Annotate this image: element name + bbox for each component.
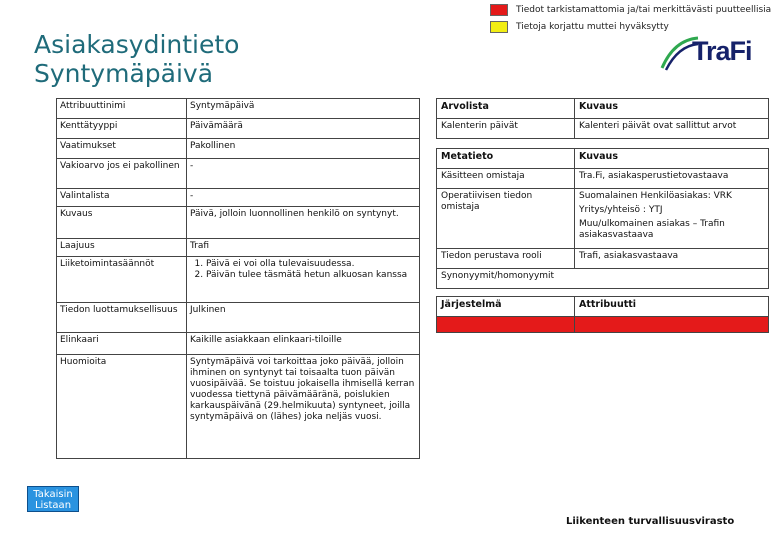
attr-label: Huomioita <box>57 355 187 459</box>
attr-value <box>187 257 420 303</box>
kuvaus-header: Kuvaus <box>575 149 769 169</box>
legend-red <box>490 3 771 17</box>
business-rule: 1. Päivä ei voi olla tulevaisuudessa. <box>206 259 416 270</box>
unverified-cell <box>575 317 769 333</box>
legend-yellow-swatch <box>490 21 508 33</box>
owner-line: Yritys/yhteisö : YTJ <box>579 205 663 215</box>
attr-label: Laajuus <box>57 239 187 257</box>
trafi-logo <box>660 34 770 74</box>
arvolista-desc: Kalenteri päivät ovat sallittut arvot <box>575 119 769 139</box>
owner-line: Suomalainen Henkilöasiakas: VRK <box>579 191 732 201</box>
table-row <box>57 257 420 303</box>
meta-label: Käsitteen omistaja <box>437 169 575 189</box>
attr-value: Syntymäpäivä voi tarkoittaa joko päivää, jolloin ihminen on syntynyt tai toisaalta tuon päivän vuosipäivää. Se toistuu jokaisella ihmisellä kerran vuodessa tiettynä päivämääränä, poislukien karkauspäivänä (29.helmikuuta) syntyneet, joilla syntymäpäivä on (lähes) joka neljäs vuosi. <box>187 355 420 459</box>
page-title-line1: Asiakasydintieto <box>34 30 240 59</box>
business-rule: 2. Päivän tulee täsmätä hetun alkuosan kanssa <box>206 270 416 281</box>
table-row <box>437 297 769 317</box>
table-row <box>57 239 420 257</box>
attr-label: Kenttätyyppi <box>57 119 187 139</box>
table-row <box>437 189 769 249</box>
attr-label: Elinkaari <box>57 333 187 355</box>
jarjestelma-header: Järjestelmä <box>437 297 575 317</box>
table-row <box>437 269 769 289</box>
legend-yellow <box>490 20 669 34</box>
attr-value: Syntymäpäivä <box>187 99 420 119</box>
table-row <box>57 119 420 139</box>
attr-value: Pakollinen <box>187 139 420 159</box>
table-row <box>57 333 420 355</box>
attr-value: Päivämäärä <box>187 119 420 139</box>
attr-label: Tiedon luottamuksellisuus <box>57 303 187 333</box>
metatieto-header: Metatieto <box>437 149 575 169</box>
meta-value: Trafi, asiakasvastaava <box>575 249 769 269</box>
table-row <box>437 317 769 333</box>
table-row <box>437 149 769 169</box>
arvolista-value: Kalenterin päivät <box>437 119 575 139</box>
arvolista-table <box>436 98 769 139</box>
table-row <box>437 119 769 139</box>
arvolista-header: Arvolista <box>437 99 575 119</box>
table-row <box>57 99 420 119</box>
table-row <box>57 139 420 159</box>
legend-yellow-text: Tietoja korjattu muttei hyväksytty <box>516 22 669 32</box>
jarjestelma-table <box>436 296 769 333</box>
back-to-list-button[interactable]: Takaisin Listaan <box>27 486 79 512</box>
attribuutti-header: Attribuutti <box>575 297 769 317</box>
table-row <box>437 249 769 269</box>
kuvaus-header: Kuvaus <box>575 99 769 119</box>
attr-label: Valintalista <box>57 189 187 207</box>
page-title <box>34 30 239 88</box>
attribute-table <box>56 98 420 459</box>
attr-value: Julkinen <box>187 303 420 333</box>
meta-value <box>575 189 769 249</box>
logo-text: TraFi <box>692 36 752 66</box>
attr-label: Vaatimukset <box>57 139 187 159</box>
attr-label: Attribuuttinimi <box>57 99 187 119</box>
attr-value: Päivä, jolloin luonnollinen henkilö on syntynyt. <box>187 207 420 239</box>
attr-label: Vakioarvo jos ei pakollinen <box>57 159 187 189</box>
owner-line: Muu/ulkomainen asiakas – Trafin asiakasvastaava <box>579 219 725 240</box>
unverified-cell <box>437 317 575 333</box>
business-rules-list <box>190 259 416 281</box>
attr-value: Kaikille asiakkaan elinkaari-tiloille <box>187 333 420 355</box>
table-row <box>57 189 420 207</box>
table-row <box>57 207 420 239</box>
table-row <box>57 355 420 459</box>
metatieto-table <box>436 148 769 289</box>
table-row <box>437 99 769 119</box>
meta-label: Tiedon perustava rooli <box>437 249 575 269</box>
legend-red-text: Tiedot tarkistamattomia ja/tai merkittävästi puutteellisia <box>516 5 772 15</box>
table-row <box>57 159 420 189</box>
page-title-line2: Syntymäpäivä <box>34 59 214 88</box>
meta-value: Tra.Fi, asiakasperustietovastaava <box>575 169 769 189</box>
meta-label: Operatiivisen tiedon omistaja <box>437 189 575 249</box>
synonyymit-cell: Synonyymit/homonyymit <box>437 269 769 289</box>
legend-red-swatch <box>490 4 508 16</box>
attr-value: Trafi <box>187 239 420 257</box>
table-row <box>57 303 420 333</box>
table-row <box>437 169 769 189</box>
attr-label: Kuvaus <box>57 207 187 239</box>
attr-value: - <box>187 159 420 189</box>
footer-agency: Liikenteen turvallisuusvirasto <box>566 516 735 527</box>
attr-value: - <box>187 189 420 207</box>
attr-label: Liiketoimintasäännöt <box>57 257 187 303</box>
